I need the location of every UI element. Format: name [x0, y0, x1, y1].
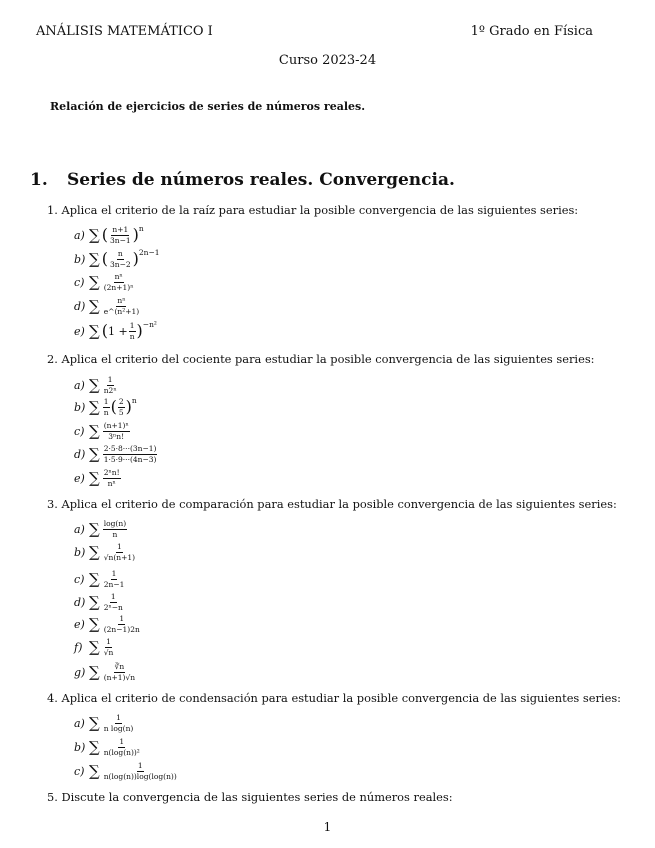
fraction — [129, 322, 136, 340]
sum-symbol: ∑ — [89, 662, 100, 681]
item-label: g) — [74, 665, 86, 679]
academic-year: Curso 2023-24 — [278, 53, 377, 68]
denominator: 2n−1 — [103, 579, 125, 589]
fraction — [118, 398, 125, 416]
denominator: √n(n+1) — [103, 552, 136, 562]
left-paren: ( — [110, 397, 117, 416]
fraction — [103, 738, 141, 756]
fraction — [103, 297, 140, 315]
denominator: n — [112, 529, 118, 539]
numerator: log(n) — [103, 519, 127, 528]
item-label: e) — [74, 617, 85, 631]
exercise-item — [74, 226, 144, 244]
numerator: 1 — [137, 761, 143, 770]
left-paren: ( — [101, 225, 108, 244]
fraction — [109, 250, 132, 268]
exponent: n — [131, 396, 137, 405]
denominator: 5 — [118, 407, 124, 417]
item-label: a) — [74, 228, 85, 242]
right-paren: ) — [132, 249, 139, 268]
numerator: 1 — [103, 397, 109, 406]
exercise-3: 3. Aplica el criterio de comparación para estudiar la posible convergencia de las siguientes series: — [47, 497, 617, 511]
exponent: n — [138, 224, 144, 233]
item-label: d) — [74, 595, 86, 609]
numerator: 1 — [119, 737, 125, 746]
denominator: n — [129, 331, 135, 341]
fraction — [109, 226, 132, 244]
denominator: (2n+1)ⁿ — [103, 282, 134, 292]
exercise-2: 2. Aplica el criterio del cociente para estudiar la posible convergencia de las siguientes series: — [47, 352, 595, 366]
exercise-item — [74, 615, 142, 633]
exercise-item — [74, 376, 119, 394]
denominator: (n+1)√n — [103, 672, 136, 682]
numerator: n+1 — [112, 225, 129, 234]
fraction — [103, 570, 126, 588]
right-paren: ) — [125, 397, 132, 416]
exercise-item — [74, 297, 141, 315]
numerator: 1 — [106, 637, 111, 646]
denominator: n log(n) — [103, 723, 134, 733]
numerator: (n+1)ⁿ — [103, 421, 129, 430]
numerator: nⁿ — [114, 272, 123, 281]
item-label: d) — [74, 299, 86, 313]
left-paren: ( — [101, 321, 108, 340]
denominator: e^(n²+1) — [103, 306, 140, 316]
denominator: n — [103, 407, 109, 417]
item-label: c) — [74, 424, 85, 438]
sum-symbol: ∑ — [89, 375, 100, 394]
exercise-5: 5. Discute la convergencia de las siguientes series de números reales: — [47, 790, 453, 804]
right-paren: ) — [136, 321, 143, 340]
fraction — [103, 520, 127, 538]
course-name: ANÁLISIS MATEMÁTICO I — [36, 24, 213, 39]
sum-symbol: ∑ — [89, 614, 100, 633]
exercise-item — [74, 714, 135, 732]
exercise-item — [74, 422, 131, 440]
denominator: 3ⁿn! — [108, 431, 125, 441]
sum-symbol: ∑ — [89, 421, 100, 440]
item-label: b) — [74, 252, 86, 266]
exercise-item — [74, 398, 137, 416]
sum-symbol: ∑ — [89, 225, 100, 244]
sum-symbol: ∑ — [89, 468, 100, 487]
sum-symbol: ∑ — [89, 321, 100, 340]
exercise-item — [74, 250, 160, 268]
exercise-item — [74, 762, 179, 780]
fraction — [103, 762, 178, 780]
exercise-item — [74, 593, 125, 611]
fraction — [103, 398, 110, 416]
exercise-item — [74, 738, 142, 756]
item-label: a) — [74, 522, 85, 536]
sum-symbol: ∑ — [89, 637, 100, 656]
fraction — [103, 615, 141, 633]
item-label: b) — [74, 740, 86, 754]
left-paren: ( — [101, 249, 108, 268]
sum-symbol: ∑ — [89, 713, 100, 732]
page-number: 1 — [323, 820, 332, 834]
exercise-item — [74, 445, 158, 463]
sum-symbol: ∑ — [89, 249, 100, 268]
exercise-item — [74, 543, 137, 561]
item-label: d) — [74, 447, 86, 461]
numerator: 1 — [110, 592, 116, 601]
fraction — [103, 638, 115, 656]
item-label: b) — [74, 545, 86, 559]
exercise-item — [74, 638, 115, 656]
item-label: a) — [74, 378, 85, 392]
denominator: (2n−1)2n — [103, 624, 140, 634]
item-label: a) — [74, 716, 85, 730]
exercise-item — [74, 273, 135, 291]
exponent: −n² — [142, 320, 157, 329]
numerator: nⁿ — [117, 296, 126, 305]
right-paren: ) — [132, 225, 139, 244]
denominator: n2ⁿ — [103, 385, 117, 395]
sum-symbol: ∑ — [89, 397, 100, 416]
sum-symbol: ∑ — [89, 542, 100, 561]
fraction — [103, 422, 130, 440]
denominator: 3n−1 — [109, 235, 131, 245]
item-label: f) — [74, 640, 83, 654]
item-label: c) — [74, 764, 85, 778]
sum-symbol: ∑ — [89, 761, 100, 780]
exercise-1: 1. Aplica el criterio de la raíz para estudiar la posible convergencia de las siguientes series: — [47, 203, 579, 217]
section-number: 1. — [30, 170, 48, 190]
exercise-item — [74, 469, 122, 487]
sum-symbol: ∑ — [89, 592, 100, 611]
fraction — [103, 663, 136, 681]
numerator: 1 — [111, 569, 117, 578]
denominator: 2ⁿ−n — [103, 602, 123, 612]
fraction — [103, 376, 118, 394]
exercise-item — [74, 663, 137, 681]
fraction — [103, 273, 135, 291]
item-label: e) — [74, 471, 85, 485]
numerator: 2ⁿn! — [103, 468, 120, 477]
item-label: e) — [74, 324, 85, 338]
sum-symbol: ∑ — [89, 272, 100, 291]
exercise-item — [74, 520, 128, 538]
fraction — [103, 593, 124, 611]
denominator: n(log(n))log(log(n)) — [103, 771, 177, 781]
numerator: 1 — [107, 375, 113, 384]
fraction — [103, 445, 158, 463]
intro-text: Relación de ejercicios de series de números reales. — [50, 100, 366, 113]
numerator: n — [117, 249, 123, 258]
denominator: √n — [103, 647, 114, 657]
numerator: 2 — [118, 397, 124, 406]
denominator: 3n−2 — [109, 259, 131, 269]
fraction — [103, 469, 121, 487]
numerator: ∛n — [114, 662, 125, 671]
denominator: n(log(n))² — [103, 747, 140, 757]
denominator: nⁿ — [107, 478, 116, 488]
sum-symbol: ∑ — [89, 444, 100, 463]
numerator: 1 — [116, 713, 121, 722]
numerator: 2·5·8···(3n−1) — [103, 444, 157, 453]
sum-symbol: ∑ — [89, 737, 100, 756]
fraction — [103, 714, 135, 732]
exercise-4: 4. Aplica el criterio de condensación para estudiar la posible convergencia de las siguientes series: — [47, 691, 621, 705]
degree-name: 1º Grado en Física — [470, 24, 593, 39]
exercise-item — [74, 322, 157, 340]
sum-symbol: ∑ — [89, 569, 100, 588]
exercise-item — [74, 570, 126, 588]
exponent: 2n−1 — [138, 248, 160, 257]
numerator: 1 — [117, 542, 122, 551]
sum-symbol: ∑ — [89, 519, 100, 538]
section-title — [30, 170, 455, 190]
denominator: 1·5·9···(4n−3) — [103, 454, 157, 464]
sum-symbol: ∑ — [89, 296, 100, 315]
item-label: c) — [74, 275, 85, 289]
item-label: b) — [74, 400, 86, 414]
numerator: 1 — [129, 321, 135, 330]
one-plus: 1 + — [107, 324, 128, 338]
numerator: 1 — [119, 614, 125, 623]
item-label: c) — [74, 572, 85, 586]
section-title-text: Series de números reales. Convergencia. — [67, 170, 455, 190]
fraction — [103, 543, 136, 561]
